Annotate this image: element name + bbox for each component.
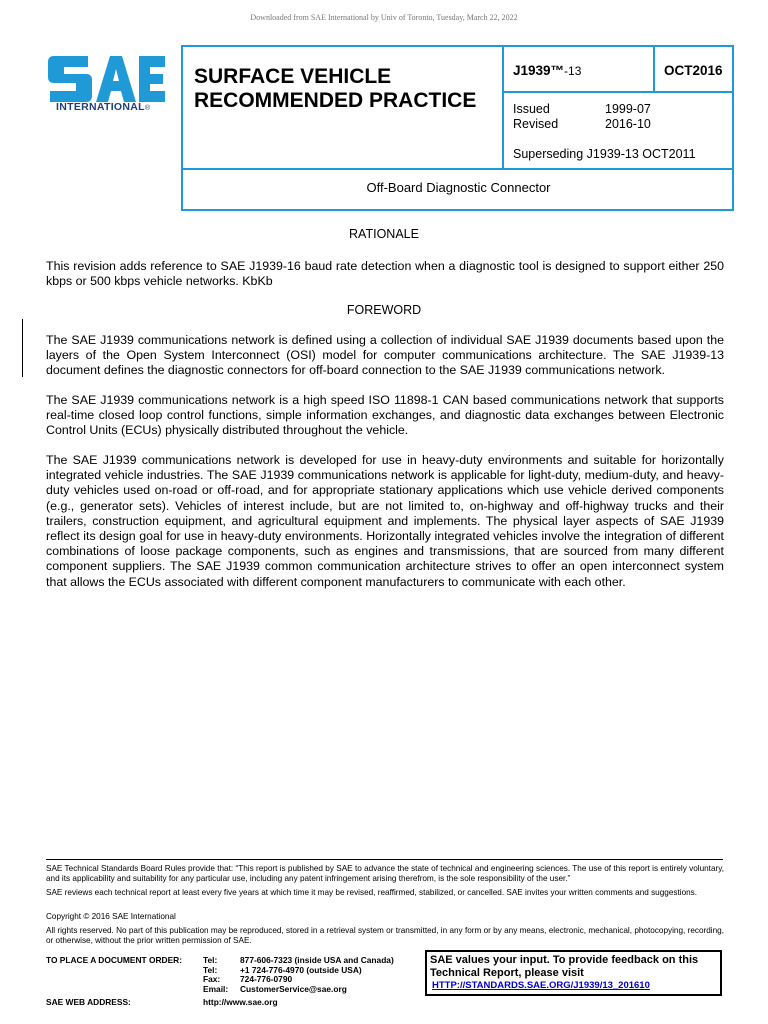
- feedback-link[interactable]: HTTP://STANDARDS.SAE.ORG/J1939/13_201610: [432, 980, 650, 991]
- contact-value: +1 724-776-4970 (outside USA): [240, 964, 362, 975]
- footer-review-text: SAE reviews each technical report at least every five years at which time it may be revised, reaffirmed, stabilized, or cancelled. SAE invites your written comments and suggestions.: [46, 888, 698, 897]
- web-address-label: SAE WEB ADDRESS:: [46, 997, 131, 1007]
- contact-list: [203, 956, 423, 994]
- contact-value: 724-776-0790: [240, 974, 293, 985]
- contact-key: Tel:: [203, 964, 218, 975]
- web-address-link[interactable]: http://www.sae.org: [203, 997, 278, 1007]
- issued-value: 1999-07: [605, 102, 651, 116]
- superseding-note: Superseding J1939-13 OCT2011: [513, 147, 696, 161]
- doc-number-main: J1939™: [513, 63, 565, 78]
- foreword-paragraph-3: The SAE J1939 communications network is developed for use in heavy-duty environments and suitable for horizontally integrated vehicle industries. The SAE J1939 communications network is applicable for light-duty, medium-duty, and heavy-duty vehicles used on-road or off-road, and for appropriate stationary applications which use vehicle derived components (e.g., generator sets). Vehicles of interest include, but are not limited to, on-highway and off-highway trucks and their trailers, construction equipment, and agricultural equipment and implements. The physical layer aspects of SAE J1939 reflect its design goal for use in heavy-duty environments. Horizontally integrated vehicles involve the integration of different combinations of loose package components, such as engines and transmissions, that are sourced from many different component suppliers. The SAE J1939 common communication architecture strives to offer an open interconnect system that allows the ECUs associated with different component manufacturers to communicate with each other.: [46, 453, 724, 589]
- footer-rule: [46, 859, 723, 860]
- footer-copyright: Copyright © 2016 SAE International: [46, 912, 176, 921]
- contact-key: Tel:: [203, 955, 218, 965]
- change-bar: [22, 319, 23, 377]
- doc-number-suffix: -13: [564, 64, 582, 78]
- foreword-paragraph-1: The SAE J1939 communications network is defined using a collection of individual SAE J1939 documents based upon the layers of the Open System Interconnect (OSI) model for computer communications architecture. The SAE J1939-13 document defines the diagnostic connectors for off-board connection to the SAE J1939 communications network.: [46, 333, 724, 378]
- contact-value: 877-606-7323 (inside USA and Canada): [240, 955, 394, 965]
- document-header: [181, 45, 734, 211]
- revised-value: 2016-10: [605, 117, 651, 131]
- footer-rules-text: SAE Technical Standards Board Rules provide that: “This report is published by SAE to advance the state of technical and engineering sciences. The use of this report is entirely voluntary, and its applicability and suitability for any particular use, including any patent infringement arising therefrom, is the sole responsibility of the user.”: [46, 864, 724, 883]
- document-subtitle: Off-Board Diagnostic Connector: [366, 180, 551, 195]
- foreword-heading: FOREWORD: [346, 303, 422, 317]
- revised-label: Revised: [513, 117, 559, 131]
- contact-row: [203, 985, 423, 995]
- contact-key: Fax:: [203, 974, 221, 985]
- document-type-title: [194, 65, 499, 113]
- document-date-code: OCT2016: [664, 63, 723, 78]
- registered-mark: ®: [144, 105, 151, 112]
- logo-text: INTERNATIONAL: [56, 101, 145, 113]
- footer-rights-text: All rights reserved. No part of this publication may be reproduced, stored in a retrieval system or transmitted, in any form or by any means, electronic, mechanical, photocopying, recording, or otherwise, without the prior written permission of SAE.: [46, 926, 724, 945]
- logo-wordmark: [56, 101, 150, 113]
- foreword-paragraph-2: The SAE J1939 communications network is a high speed ISO 11898-1 CAN based communications network that supports real-time closed loop control functions, simple information exchanges, and diagnostic data exchanges between Electronic Control Units (ECUs) physically distributed throughout the vehicle.: [46, 393, 724, 438]
- title-line-1: SURFACE VEHICLE: [194, 65, 392, 88]
- contact-value[interactable]: CustomerService@sae.org: [240, 983, 347, 994]
- rationale-heading: RATIONALE: [349, 227, 419, 241]
- document-number: [513, 63, 581, 78]
- issue-history: [513, 102, 651, 132]
- order-label: TO PLACE A DOCUMENT ORDER:: [46, 955, 183, 965]
- title-line-2: RECOMMENDED PRACTICE: [194, 89, 477, 112]
- download-watermark: Downloaded from SAE International by Univ of Toronto, Tuesday, March 22, 2022: [250, 13, 518, 22]
- rationale-paragraph: This revision adds reference to SAE J1939-16 baud rate detection when a diagnostic tool is designed to support either 250 kbps or 500 kbps vehicle networks. KbKb: [46, 259, 724, 289]
- feedback-text: SAE values your input. To provide feedback on this Technical Report, please visit: [430, 954, 699, 979]
- feedback-box: [425, 950, 722, 996]
- contact-row: [203, 966, 423, 976]
- contact-key: Email:: [203, 983, 229, 994]
- issued-label: Issued: [513, 102, 550, 116]
